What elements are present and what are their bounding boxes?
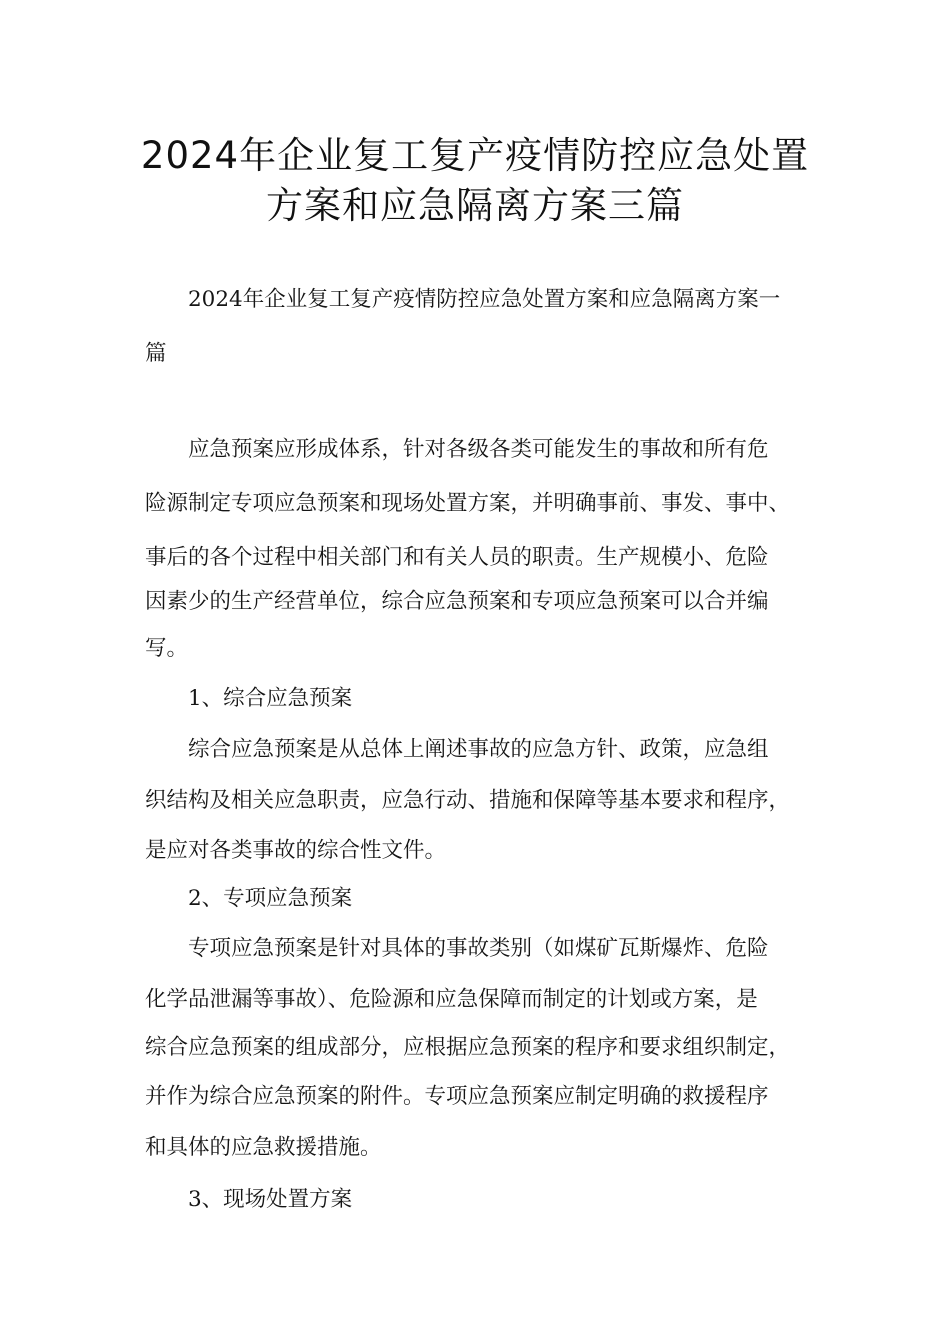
subtitle-line: 篇	[145, 341, 167, 366]
paragraph-line: 事后的各个过程中相关部门和有关人员的职责。生产规模小、危险	[145, 545, 769, 570]
document-title-line-1: 2024年企业复工复产疫情防控应急处置	[140, 134, 810, 177]
paragraph-line: 应急预案应形成体系，针对各级各类可能发生的事故和所有危	[188, 437, 769, 462]
subtitle-line: 2024年企业复工复产疫情防控应急处置方案和应急隔离方案一	[188, 287, 781, 312]
section-heading: 2、专项应急预案	[188, 886, 353, 911]
paragraph-line: 织结构及相关应急职责，应急行动、措施和保障等基本要求和程序，	[145, 788, 791, 813]
paragraph-line: 并作为综合应急预案的附件。专项应急预案应制定明确的救援程序	[145, 1084, 769, 1109]
paragraph-line: 因素少的生产经营单位，综合应急预案和专项应急预案可以合并编	[145, 589, 769, 614]
paragraph-line: 写。	[145, 636, 189, 661]
paragraph-line: 和具体的应急救援措施。	[145, 1135, 382, 1160]
paragraph-line: 是应对各类事故的综合性文件。	[145, 838, 447, 863]
paragraph-line: 专项应急预案是针对具体的事故类别（如煤矿瓦斯爆炸、危险	[188, 936, 769, 961]
paragraph-line: 险源制定专项应急预案和现场处置方案，并明确事前、事发、事中、	[145, 491, 791, 516]
section-heading: 3、现场处置方案	[188, 1187, 353, 1212]
paragraph-line: 化学品泄漏等事故）、危险源和应急保障而制定的计划或方案，是	[145, 987, 758, 1012]
paragraph-line: 综合应急预案是从总体上阐述事故的应急方针、政策，应急组	[188, 737, 769, 762]
document-title-line-2: 方案和应急隔离方案三篇	[266, 184, 684, 227]
section-heading: 1、综合应急预案	[188, 686, 353, 711]
paragraph-line: 综合应急预案的组成部分，应根据应急预案的程序和要求组织制定，	[145, 1035, 791, 1060]
